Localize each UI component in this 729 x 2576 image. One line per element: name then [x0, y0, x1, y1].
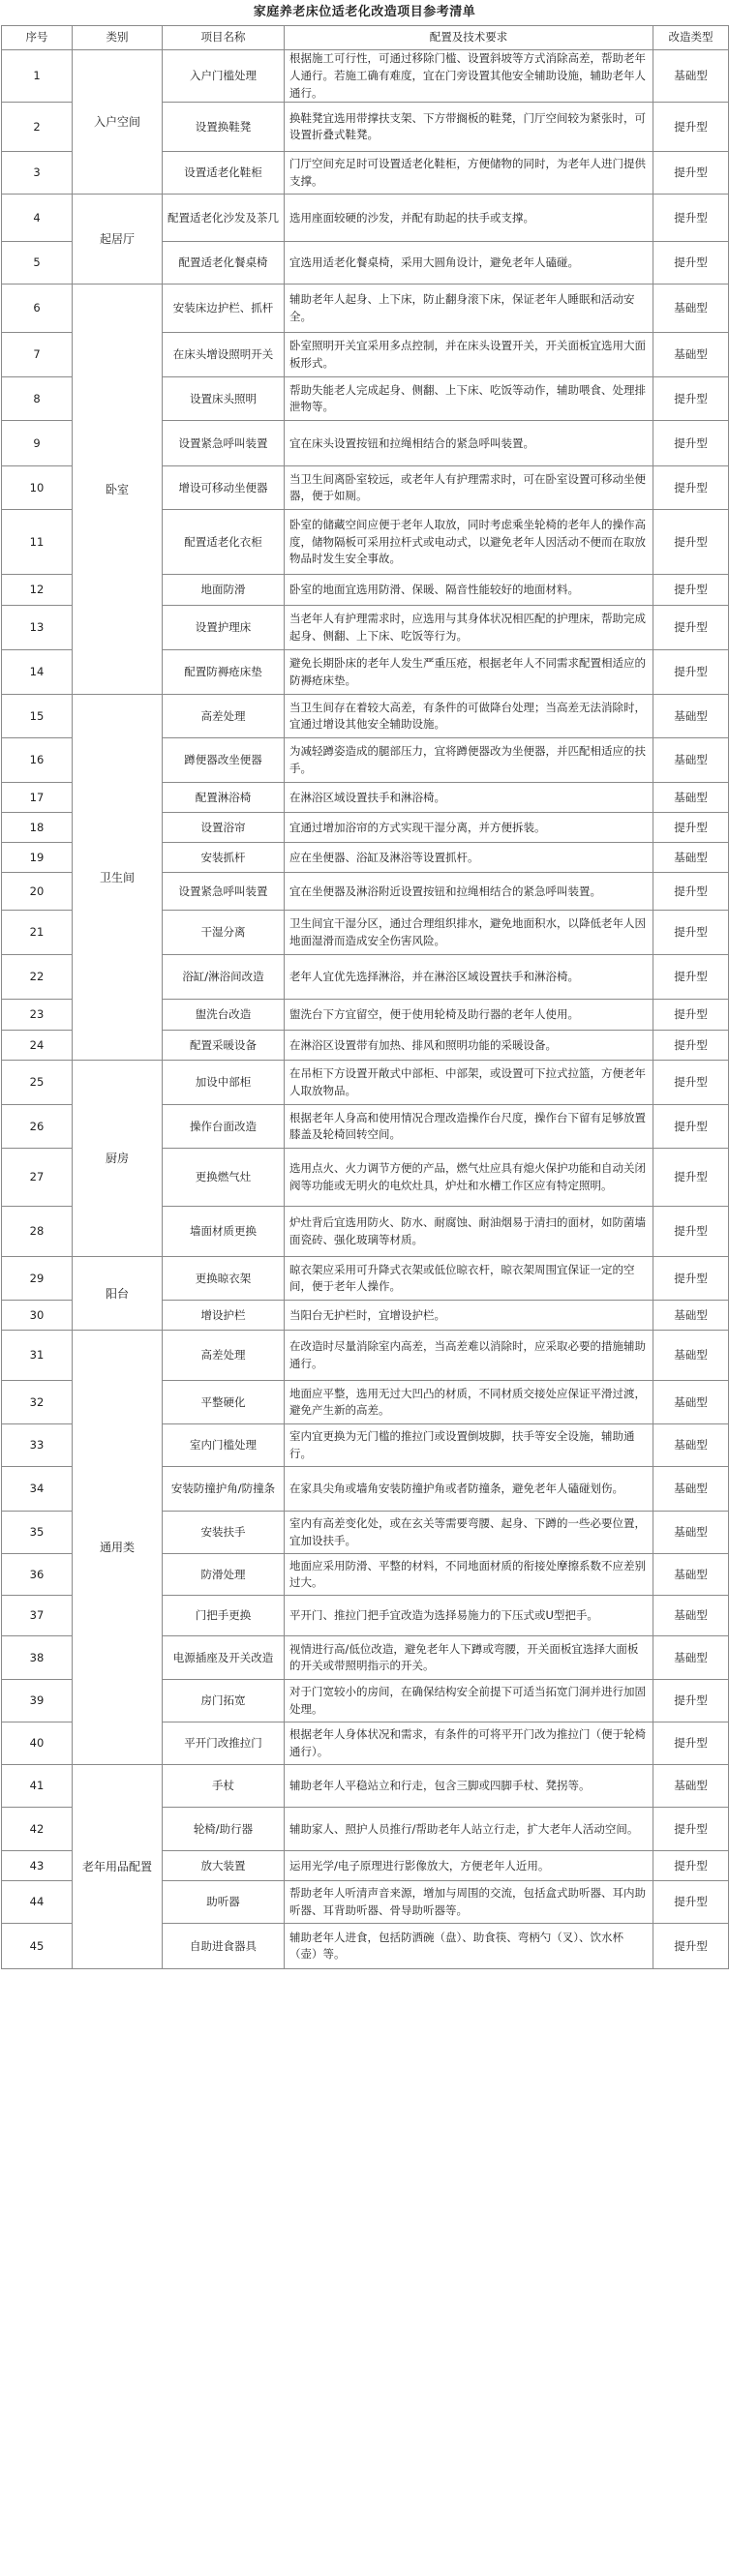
item-name: 房门拓宽	[163, 1680, 285, 1722]
row-number: 16	[2, 738, 73, 783]
category-cell: 卫生间	[73, 695, 163, 1061]
row-number: 19	[2, 843, 73, 873]
item-requirements: 当阳台无护栏时，宜增设护栏。	[285, 1301, 653, 1331]
document-title: 家庭养老床位适老化改造项目参考清单	[253, 5, 476, 19]
item-requirements: 运用光学/电子原理进行影像放大，方便老年人近用。	[285, 1851, 653, 1881]
renovation-type: 提升型	[653, 1680, 729, 1722]
row-number: 34	[2, 1467, 73, 1512]
item-name: 安装抓杆	[163, 843, 285, 873]
item-requirements: 辅助老年人平稳站立和行走，包含三脚或四脚手杖、凳拐等。	[285, 1765, 653, 1808]
renovation-type: 提升型	[653, 1000, 729, 1031]
item-requirements: 避免长期卧床的老年人发生严重压疮，根据老年人不同需求配置相适应的防褥疮床垫。	[285, 650, 653, 695]
row-number: 15	[2, 695, 73, 738]
renovation-type: 提升型	[653, 242, 729, 285]
row-number: 1	[2, 50, 73, 103]
item-requirements: 换鞋凳宜选用带撑扶支架、下方带搁板的鞋凳，门厅空间较为紧张时，可设置折叠式鞋凳。	[285, 103, 653, 152]
row-number: 12	[2, 575, 73, 606]
renovation-type: 提升型	[653, 466, 729, 510]
renovation-type: 基础型	[653, 1301, 729, 1331]
item-name: 安装扶手	[163, 1512, 285, 1554]
renovation-type: 提升型	[653, 1105, 729, 1149]
row-number: 41	[2, 1765, 73, 1808]
item-name: 轮椅/助行器	[163, 1808, 285, 1851]
item-name: 盥洗台改造	[163, 1000, 285, 1031]
category-cell: 通用类	[73, 1331, 163, 1765]
table-row	[2, 1257, 729, 1301]
row-number: 31	[2, 1331, 73, 1381]
item-name: 高差处理	[163, 1331, 285, 1381]
item-name: 手杖	[163, 1765, 285, 1808]
item-name: 墙面材质更换	[163, 1207, 285, 1257]
item-requirements: 室内有高差变化处，或在玄关等需要弯腰、起身、下蹲的一些必要位置，宜加设扶手。	[285, 1512, 653, 1554]
row-number: 3	[2, 152, 73, 195]
item-name: 配置淋浴椅	[163, 783, 285, 813]
category-cell: 阳台	[73, 1257, 163, 1331]
header-category: 类别	[73, 26, 163, 50]
renovation-type: 提升型	[653, 1031, 729, 1061]
row-number: 33	[2, 1424, 73, 1467]
item-requirements: 选用点火、火力调节方便的产品，燃气灶应具有熄火保护功能和自动关闭阀等功能或无明火的电炊灶具，炉灶和水槽工作区应有特定照明。	[285, 1149, 653, 1207]
item-requirements: 宜选用适老化餐桌椅，采用大圆角设计，避免老年人磕碰。	[285, 242, 653, 285]
item-requirements: 为减轻蹲姿造成的腿部压力，宜将蹲便器改为坐便器，并匹配相适应的扶手。	[285, 738, 653, 783]
item-name: 平开门改推拉门	[163, 1722, 285, 1765]
category-cell: 厨房	[73, 1061, 163, 1257]
row-number: 5	[2, 242, 73, 285]
item-name: 助听器	[163, 1881, 285, 1924]
item-requirements: 晾衣架应采用可升降式衣架或低位晾衣杆，晾衣架周围宜保证一定的空间，便于老年人操作。	[285, 1257, 653, 1301]
item-requirements: 平开门、推拉门把手宜改造为选择易施力的下压式或U型把手。	[285, 1596, 653, 1636]
item-name: 防滑处理	[163, 1554, 285, 1596]
row-number: 4	[2, 195, 73, 242]
item-name: 设置换鞋凳	[163, 103, 285, 152]
renovation-type: 提升型	[653, 195, 729, 242]
renovation-type: 提升型	[653, 650, 729, 695]
renovation-type: 提升型	[653, 813, 729, 843]
item-requirements: 帮助老年人听清声音来源，增加与周围的交流，包括盒式助听器、耳内助听器、耳背助听器、骨导助听器等。	[285, 1881, 653, 1924]
category-cell: 卧室	[73, 285, 163, 695]
renovation-type: 提升型	[653, 873, 729, 911]
item-name: 配置适老化餐桌椅	[163, 242, 285, 285]
item-name: 操作台面改造	[163, 1105, 285, 1149]
renovation-type: 基础型	[653, 50, 729, 103]
item-name: 放大装置	[163, 1851, 285, 1881]
row-number: 21	[2, 911, 73, 955]
renovation-type: 提升型	[653, 1808, 729, 1851]
item-name: 更换燃气灶	[163, 1149, 285, 1207]
table-row	[2, 195, 729, 242]
item-requirements: 卧室的储藏空间应便于老年人取放，同时考虑乘坐轮椅的老年人的操作高度，储物隔板可采用拉杆式或电动式，以避免老年人因活动不便而在取放物品时发生安全事故。	[285, 510, 653, 575]
renovation-type: 基础型	[653, 333, 729, 377]
item-requirements: 老年人宜优先选择淋浴，并在淋浴区域设置扶手和淋浴椅。	[285, 955, 653, 1000]
item-requirements: 宜通过增加浴帘的方式实现干湿分离，并方便拆装。	[285, 813, 653, 843]
row-number: 44	[2, 1881, 73, 1924]
table-row	[2, 1331, 729, 1381]
renovation-type: 提升型	[653, 1149, 729, 1207]
row-number: 24	[2, 1031, 73, 1061]
category-cell: 老年用品配置	[73, 1765, 163, 1969]
renovation-type: 提升型	[653, 103, 729, 152]
item-requirements: 门厅空间充足时可设置适老化鞋柜，方便储物的同时，为老年人进门提供支撑。	[285, 152, 653, 195]
item-requirements: 卫生间宜干湿分区，通过合理组织排水，避免地面积水，以降低老年人因地面湿滑而造成安全伤害风险。	[285, 911, 653, 955]
item-name: 浴缸/淋浴间改造	[163, 955, 285, 1000]
item-requirements: 根据老年人身体状况和需求，有条件的可将平开门改为推拉门（便于轮椅通行）。	[285, 1722, 653, 1765]
item-name: 蹲便器改坐便器	[163, 738, 285, 783]
row-number: 9	[2, 421, 73, 466]
item-name: 入户门槛处理	[163, 50, 285, 103]
renovation-type: 提升型	[653, 510, 729, 575]
row-number: 10	[2, 466, 73, 510]
renovation-type: 基础型	[653, 1596, 729, 1636]
table-row	[2, 50, 729, 103]
renovation-type: 提升型	[653, 377, 729, 421]
item-name: 增设护栏	[163, 1301, 285, 1331]
row-number: 30	[2, 1301, 73, 1331]
row-number: 27	[2, 1149, 73, 1207]
item-name: 设置护理床	[163, 606, 285, 650]
item-name: 干湿分离	[163, 911, 285, 955]
category-cell: 入户空间	[73, 50, 163, 195]
table-row	[2, 1765, 729, 1808]
renovation-type: 基础型	[653, 695, 729, 738]
item-name: 增设可移动坐便器	[163, 466, 285, 510]
item-name: 设置紧急呼叫装置	[163, 873, 285, 911]
header-renovation-type: 改造类型	[653, 26, 729, 50]
renovation-type: 提升型	[653, 1061, 729, 1105]
item-name: 设置紧急呼叫装置	[163, 421, 285, 466]
item-name: 自助进食器具	[163, 1924, 285, 1969]
item-requirements: 当卫生间离卧室较远，或老年人有护理需求时，可在卧室设置可移动坐便器，便于如厕。	[285, 466, 653, 510]
renovation-type: 提升型	[653, 1924, 729, 1969]
renovation-type: 基础型	[653, 1512, 729, 1554]
row-number: 35	[2, 1512, 73, 1554]
renovation-type: 基础型	[653, 1381, 729, 1424]
item-requirements: 炉灶背后宜选用防火、防水、耐腐蚀、耐油烟易于清扫的面材，如防菌墙面瓷砖、强化玻璃等材质。	[285, 1207, 653, 1257]
item-name: 室内门槛处理	[163, 1424, 285, 1467]
renovation-type: 提升型	[653, 606, 729, 650]
item-requirements: 辅助老年人进食，包括防洒碗（盘）、助食筷、弯柄勺（叉）、饮水杯（壶）等。	[285, 1924, 653, 1969]
renovation-type: 基础型	[653, 783, 729, 813]
row-number: 18	[2, 813, 73, 843]
item-requirements: 根据老年人身高和使用情况合理改造操作台尺度，操作台下留有足够放置膝盖及轮椅回转空间。	[285, 1105, 653, 1149]
item-name: 电源插座及开关改造	[163, 1636, 285, 1680]
row-number: 45	[2, 1924, 73, 1969]
table-row	[2, 1061, 729, 1105]
renovation-type: 提升型	[653, 1257, 729, 1301]
table-row	[2, 695, 729, 738]
header-item-name: 项目名称	[163, 26, 285, 50]
renovation-type: 基础型	[653, 285, 729, 333]
item-name: 平整硬化	[163, 1381, 285, 1424]
item-requirements: 选用座面较硬的沙发，并配有助起的扶手或支撑。	[285, 195, 653, 242]
item-name: 加设中部柜	[163, 1061, 285, 1105]
item-name: 高差处理	[163, 695, 285, 738]
renovation-type: 提升型	[653, 421, 729, 466]
item-requirements: 根据施工可行性，可通过移除门槛、设置斜坡等方式消除高差，帮助老年人通行。若施工确有难度，宜在门旁设置其他安全辅助设施，辅助老年人通行。	[285, 50, 653, 103]
item-requirements: 对于门宽较小的房间，在确保结构安全前提下可适当拓宽门洞并进行加固处理。	[285, 1680, 653, 1722]
row-number: 2	[2, 103, 73, 152]
renovation-type: 基础型	[653, 1765, 729, 1808]
item-requirements: 辅助家人、照护人员推行/帮助老年人站立行走，扩大老年人活动空间。	[285, 1808, 653, 1851]
item-name: 安装防撞护角/防撞条	[163, 1467, 285, 1512]
item-name: 设置浴帘	[163, 813, 285, 843]
item-requirements: 在淋浴区域设置扶手和淋浴椅。	[285, 783, 653, 813]
renovation-type: 基础型	[653, 1554, 729, 1596]
item-name: 地面防滑	[163, 575, 285, 606]
row-number: 11	[2, 510, 73, 575]
row-number: 32	[2, 1381, 73, 1424]
row-number: 39	[2, 1680, 73, 1722]
table-header-row	[2, 26, 729, 50]
row-number: 36	[2, 1554, 73, 1596]
row-number: 7	[2, 333, 73, 377]
row-number: 13	[2, 606, 73, 650]
row-number: 43	[2, 1851, 73, 1881]
row-number: 22	[2, 955, 73, 1000]
renovation-type: 提升型	[653, 1851, 729, 1881]
row-number: 14	[2, 650, 73, 695]
row-number: 37	[2, 1596, 73, 1636]
row-number: 26	[2, 1105, 73, 1149]
item-name: 设置床头照明	[163, 377, 285, 421]
item-requirements: 卧室的地面宜选用防滑、保暖、隔音性能较好的地面材料。	[285, 575, 653, 606]
row-number: 6	[2, 285, 73, 333]
item-requirements: 在淋浴区设置带有加热、排风和照明功能的采暖设备。	[285, 1031, 653, 1061]
row-number: 23	[2, 1000, 73, 1031]
renovation-type: 提升型	[653, 152, 729, 195]
item-requirements: 在改造时尽量消除室内高差，当高差难以消除时，应采取必要的措施辅助通行。	[285, 1331, 653, 1381]
row-number: 40	[2, 1722, 73, 1765]
renovation-type: 基础型	[653, 843, 729, 873]
item-requirements: 宜在床头设置按钮和拉绳相结合的紧急呼叫装置。	[285, 421, 653, 466]
row-number: 29	[2, 1257, 73, 1301]
renovation-type: 提升型	[653, 1722, 729, 1765]
item-requirements: 当卫生间存在着较大高差，有条件的可做降台处理；当高差无法消除时，宜通过增设其他安全辅助设施。	[285, 695, 653, 738]
item-name: 配置适老化衣柜	[163, 510, 285, 575]
renovation-checklist-table	[1, 25, 729, 1969]
row-number: 28	[2, 1207, 73, 1257]
item-name: 配置采暖设备	[163, 1031, 285, 1061]
item-requirements: 当老年人有护理需求时，应选用与其身体状况相匹配的护理床，帮助完成起身、侧翻、上下床、吃饭等行为。	[285, 606, 653, 650]
item-name: 配置防褥疮床垫	[163, 650, 285, 695]
row-number: 38	[2, 1636, 73, 1680]
renovation-type: 基础型	[653, 738, 729, 783]
item-requirements: 盥洗台下方宜留空，便于使用轮椅及助行器的老年人使用。	[285, 1000, 653, 1031]
item-requirements: 室内宜更换为无门槛的推拉门或设置倒坡脚，扶手等安全设施，辅助通行。	[285, 1424, 653, 1467]
renovation-type: 基础型	[653, 1424, 729, 1467]
item-requirements: 宜在坐便器及淋浴附近设置按钮和拉绳相结合的紧急呼叫装置。	[285, 873, 653, 911]
item-name: 配置适老化沙发及茶几	[163, 195, 285, 242]
item-name: 安装床边护栏、抓杆	[163, 285, 285, 333]
renovation-type: 基础型	[653, 1467, 729, 1512]
table-body	[2, 50, 729, 1969]
renovation-type: 基础型	[653, 1331, 729, 1381]
category-cell: 起居厅	[73, 195, 163, 285]
item-requirements: 地面应平整，选用无过大凹凸的材质，不同材质交接处应保证平滑过渡，避免产生新的高差。	[285, 1381, 653, 1424]
item-requirements: 在吊柜下方设置开敞式中部柜、中部架，或设置可下拉式拉篮，方便老年人取放物品。	[285, 1061, 653, 1105]
item-name: 更换晾衣架	[163, 1257, 285, 1301]
renovation-type: 基础型	[653, 1636, 729, 1680]
item-requirements: 应在坐便器、浴缸及淋浴等设置抓杆。	[285, 843, 653, 873]
row-number: 17	[2, 783, 73, 813]
item-name: 设置适老化鞋柜	[163, 152, 285, 195]
row-number: 25	[2, 1061, 73, 1105]
table-row	[2, 285, 729, 333]
item-name: 门把手更换	[163, 1596, 285, 1636]
row-number: 42	[2, 1808, 73, 1851]
item-requirements: 帮助失能老人完成起身、侧翻、上下床、吃饭等动作，辅助喂食、处理排泄物等。	[285, 377, 653, 421]
header-number: 序号	[2, 26, 73, 50]
renovation-type: 提升型	[653, 955, 729, 1000]
renovation-type: 提升型	[653, 1881, 729, 1924]
renovation-type: 提升型	[653, 575, 729, 606]
item-name: 在床头增设照明开关	[163, 333, 285, 377]
item-requirements: 在家具尖角或墙角安装防撞护角或者防撞条，避免老年人磕碰划伤。	[285, 1467, 653, 1512]
renovation-type: 提升型	[653, 1207, 729, 1257]
item-requirements: 视情进行高/低位改造，避免老年人下蹲或弯腰，开关面板宜选择大面板的开关或带照明指示的开关。	[285, 1636, 653, 1680]
item-requirements: 辅助老年人起身、上下床，防止翻身滚下床，保证老年人睡眠和活动安全。	[285, 285, 653, 333]
renovation-type: 提升型	[653, 911, 729, 955]
item-requirements: 地面应采用防滑、平整的材料，不同地面材质的衔接处摩擦系数不应差别过大。	[285, 1554, 653, 1596]
header-requirements: 配置及技术要求	[285, 26, 653, 50]
row-number: 20	[2, 873, 73, 911]
row-number: 8	[2, 377, 73, 421]
item-requirements: 卧室照明开关宜采用多点控制，并在床头设置开关，开关面板宜选用大面板形式。	[285, 333, 653, 377]
